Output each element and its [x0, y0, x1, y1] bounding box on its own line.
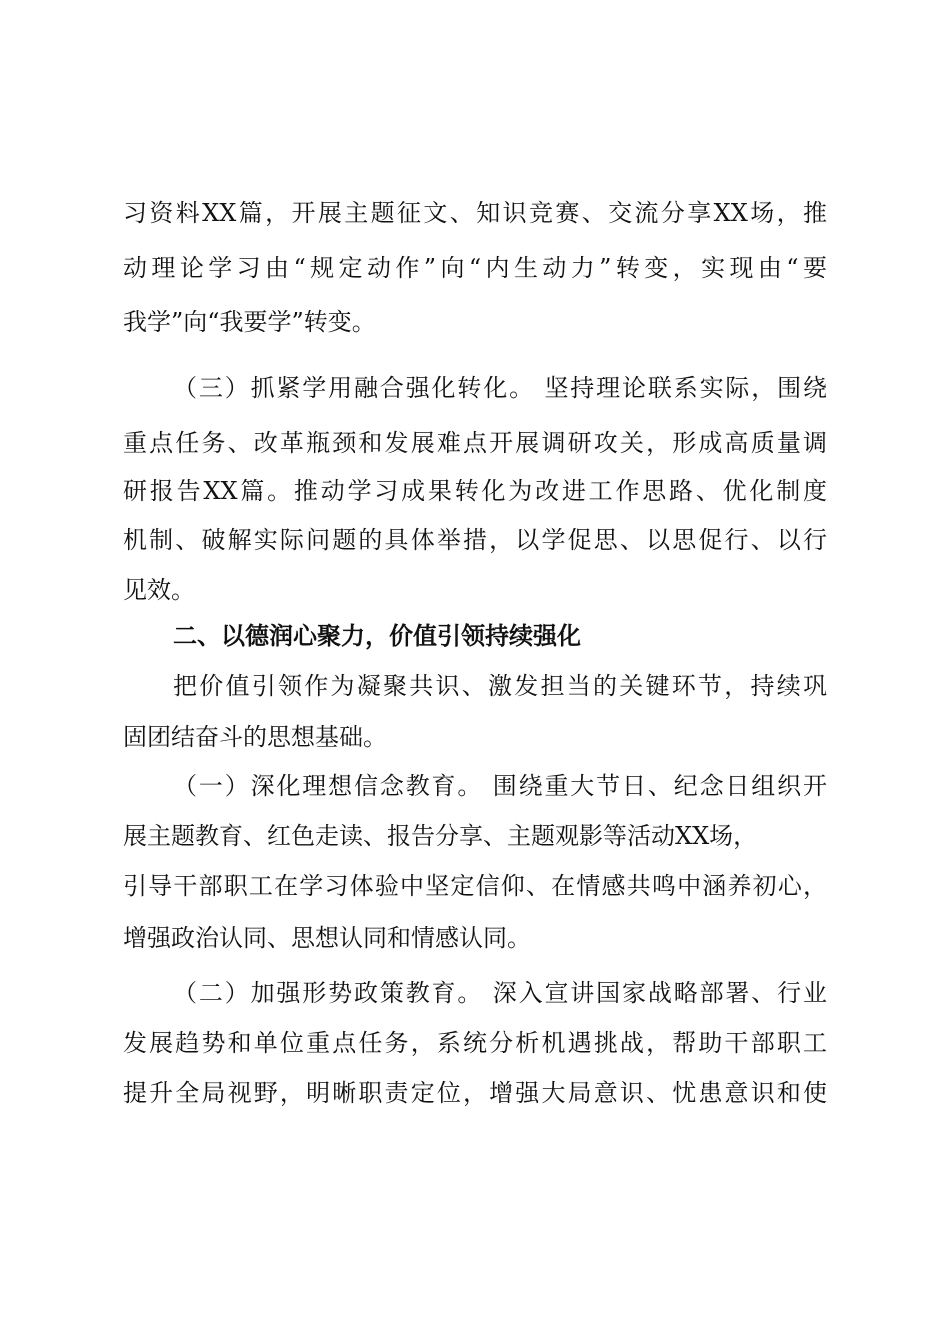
text-line: （三）抓紧学用融合强化转化。 坚持理论联系实际，围绕	[173, 374, 827, 402]
text-line: 我学”向“我要学”转变。	[123, 308, 376, 336]
text-line: 固团结奋斗的思想基础。	[123, 723, 387, 751]
text-line: 引导干部职工在学习体验中坚定信仰、在情感共鸣中涵养初心，	[123, 872, 827, 900]
text-line: 发展趋势和单位重点任务，系统分析机遇挑战，帮助干部职工	[123, 1029, 827, 1057]
text-line: （二）加强形势政策教育。 深入宣讲国家战略部署、行业	[173, 979, 827, 1007]
text-line: 增强政治认同、思想认同和情感认同。	[123, 924, 531, 952]
text-line: 研报告XX篇。推动学习成果转化为改进工作思路、优化制度	[123, 477, 827, 505]
text-line: 习资料XX篇，开展主题征文、知识竞赛、交流分享XX场，推	[123, 199, 827, 227]
text-line: 重点任务、改革瓶颈和发展难点开展调研攻关，形成高质量调	[123, 429, 827, 457]
text-line: 动理论学习由“规定动作”向“内生动力”转变，实现由“要	[123, 254, 827, 282]
text-line: 提升全局视野，明晰职责定位，增强大局意识、忧患意识和使	[123, 1079, 827, 1107]
section-heading: 二、以德润心聚力，价值引领持续强化	[173, 622, 581, 650]
text-line: 把价值引领作为凝聚共识、激发担当的关键环节，持续巩	[173, 672, 827, 700]
text-line: （一）深化理想信念教育。 围绕重大节日、纪念日组织开	[173, 772, 827, 800]
text-line: 见效。	[123, 576, 195, 604]
text-line: 展主题教育、红色走读、报告分享、主题观影等活动XX场，	[123, 822, 758, 850]
text-line: 机制、破解实际问题的具体举措，以学促思、以思促行、以行	[123, 526, 827, 554]
